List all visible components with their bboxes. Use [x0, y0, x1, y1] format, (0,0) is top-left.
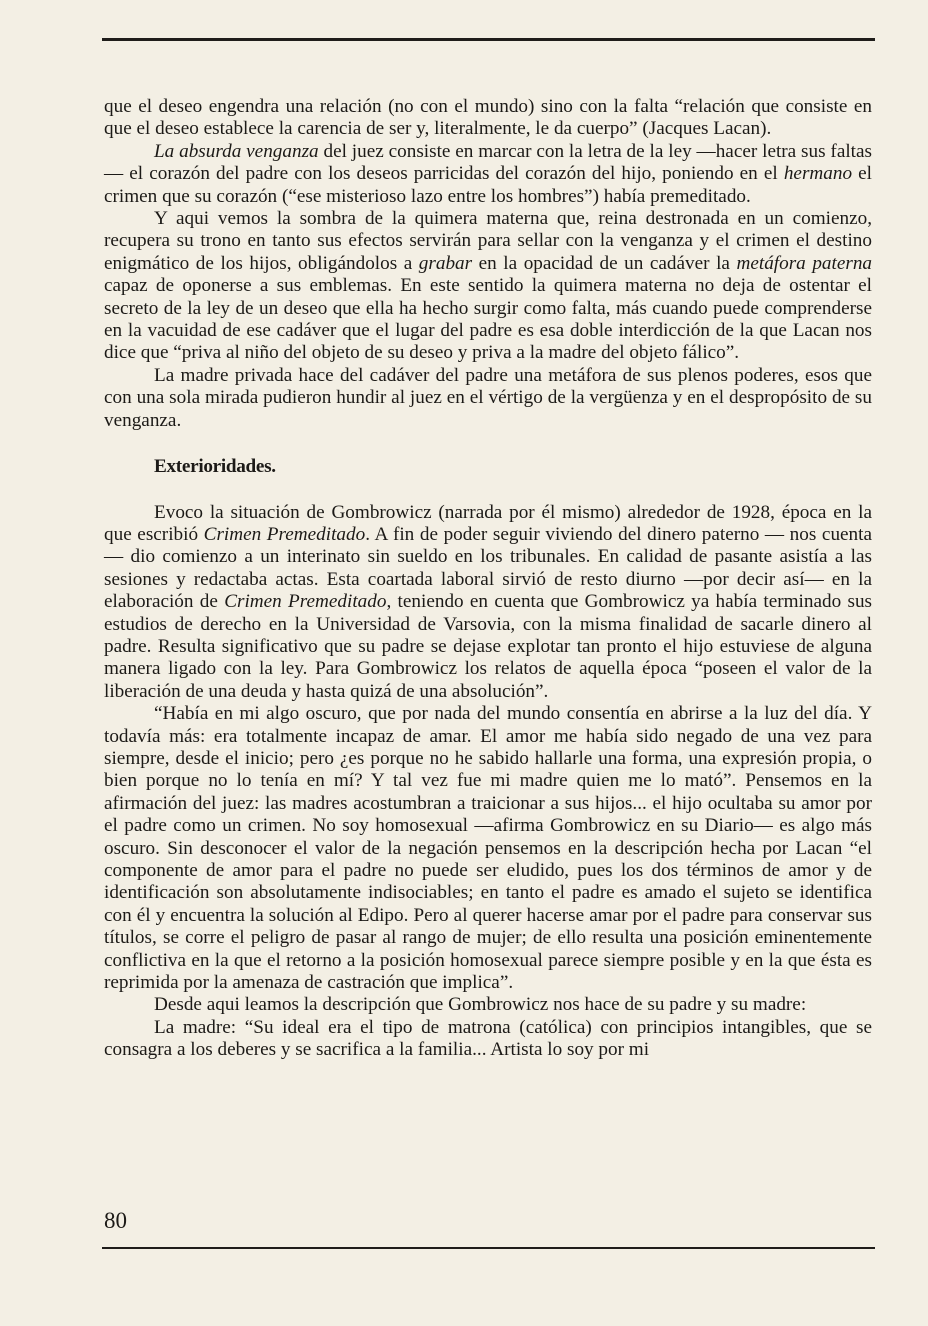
paragraph-2-text-b: el crimen que su corazón (“ese misterioso lazo entre los hombres”) había premeditado. — [104, 163, 872, 207]
emphasis-absurda-venganza: La absurda venganza — [154, 140, 319, 162]
emphasis-hermano: hermano — [783, 163, 853, 185]
paragraph-7 — [104, 994, 872, 1016]
emphasis-crimen-premeditado-1: Crimen Premeditado — [203, 523, 366, 545]
emphasis-grabar: grabar — [418, 252, 473, 274]
paragraph-6-text: “Había en mi algo oscuro, que por nada del mundo consentía en abrirse a la luz del día. Y todavía más: era totalmente incapaz de amar. El amor me había sido negado de una vez para siempre, desde el inicio; pero ¿es porque no he sabido hallarle una forma, una expresión propia, o bien porque no lo tenía en mí? Y tal vez fue mi madre quien me lo mató”. Pensemos en la afirmación del juez: las madres acostumbran a traicionar a sus hijos... el hijo ocultaba su amor por el padre como un crimen. No soy homosexual —afirma Gombrowicz en su Diario— es algo más oscuro. Sin desconocer el valor de la negación pensemos en la descripción hecha por Lacan “el componente de amor para el padre no puede ser eludido, pues los dos términos de amor y de identificación son absolutamente indisociables; en tanto el padre es amado el sujeto se identifica con él y encuentra la solución al Edipo. Pero al querer hacerse amar por el padre para conservar sus títulos, se corre el peligro de pasar al rango de mujer; de ello resulta una posición eminentemente conflictiva en la que el retorno a la posición homosexual parece siempre posible y en la que ésta es reprimida por la amenaza de castración que implica”. — [104, 703, 872, 994]
paragraph-5-text-a: Evoco la situación de Gombrowicz (narrada por él mismo) alrededor de 1928, época en la que escribió — [104, 501, 872, 545]
paragraph-3-text-c: capaz de oponerse a sus emblemas. En este sentido la quimera materna no deja de ostentar el secreto de la ley de un deseo que ella ha hecho surgir como falta, más cuando puede comprenderse en la vacuidad de ese cadáver que el lugar del padre es esa doble interdicción de la que Lacan nos dice que “priva al niño del objeto de su deseo y priva a la madre del objeto fálico”. — [104, 275, 872, 364]
section-heading: Exterioridades. — [154, 456, 276, 478]
paragraph-4-text: La madre privada hace del cadáver del padre una metáfora de sus plenos poderes, esos que con una sola mirada pudieron hundir al juez en el vértigo de la vergüenza y en el despropósito de su venganza. — [104, 364, 872, 431]
paragraph-8-text: La madre: “Su ideal era el tipo de matrona (católica) con principios intangibles, que se consagra a los deberes y se sacrifica a la familia... Artista lo soy por mi — [104, 1016, 872, 1061]
paragraph-5 — [104, 502, 872, 704]
paragraph-1-text: que el deseo engendra una relación (no con el mundo) sino con la falta “relación que consiste en que el deseo establece la carencia de ser y, literalmente, le da cuerpo” (Jacques Lacan). — [104, 96, 872, 140]
paragraph-3-text-a: Y aqui vemos la sombra de la quimera materna que, reina destronada en un comienzo, recupera su trono en tanto sus efectos servirán para sellar con la venganza y el crimen el destino enigmático de los hijos, obligándolos a — [104, 208, 872, 274]
page-number: 80 — [104, 1208, 127, 1233]
paragraph-5-text-b: . A fin de poder seguir viviendo del dinero paterno — nos cuenta— dio comienzo a un interinato sin sueldo en los tribunales. En calidad de pasante asistía a las sesiones y redactaba actas. Esta coartada laboral sirvió de resto diurno —por decir así— en la elaboración de — [104, 523, 872, 613]
paragraph-5-text-c: , teniendo en cuenta que Gombrowicz ya había terminado sus estudios de derecho en la Universidad de Varsovia, con la misma finalidad de sacarle dinero al padre. Resulta significativo que su padre se dejase explotar tan pronto el hijo estuviese de alguna manera ligado con la ley. Para Gombrowicz los relatos de aquella época “poseen el valor de la liberación de una deuda y hasta quizá de una absolución”. — [104, 591, 873, 702]
paragraph-6 — [104, 703, 872, 994]
emphasis-metafora-paterna: metáfora paterna — [736, 252, 873, 274]
paragraph-3 — [104, 208, 872, 365]
paragraph-7-text: Desde aqui leamos la descripción que Gombrowicz nos hace de su padre y su madre: — [154, 994, 807, 1016]
paragraph-4 — [104, 365, 872, 432]
paragraph-2-text-a: del juez consiste en marcar con la letra de la ley —hacer letra sus faltas— el corazón del padre con los deseos parricidas del corazón del hijo, poniendo en el — [104, 140, 872, 185]
body-text — [104, 96, 872, 1062]
paragraph-2 — [104, 141, 872, 208]
paragraph-1 — [104, 96, 872, 141]
paragraph-3-text-b: en la opacidad de un cadáver la — [472, 252, 737, 274]
bottom-rule — [102, 1247, 875, 1249]
top-rule — [102, 38, 875, 41]
paragraph-8 — [104, 1017, 872, 1062]
emphasis-crimen-premeditado-2: Crimen Premeditado — [224, 591, 387, 613]
